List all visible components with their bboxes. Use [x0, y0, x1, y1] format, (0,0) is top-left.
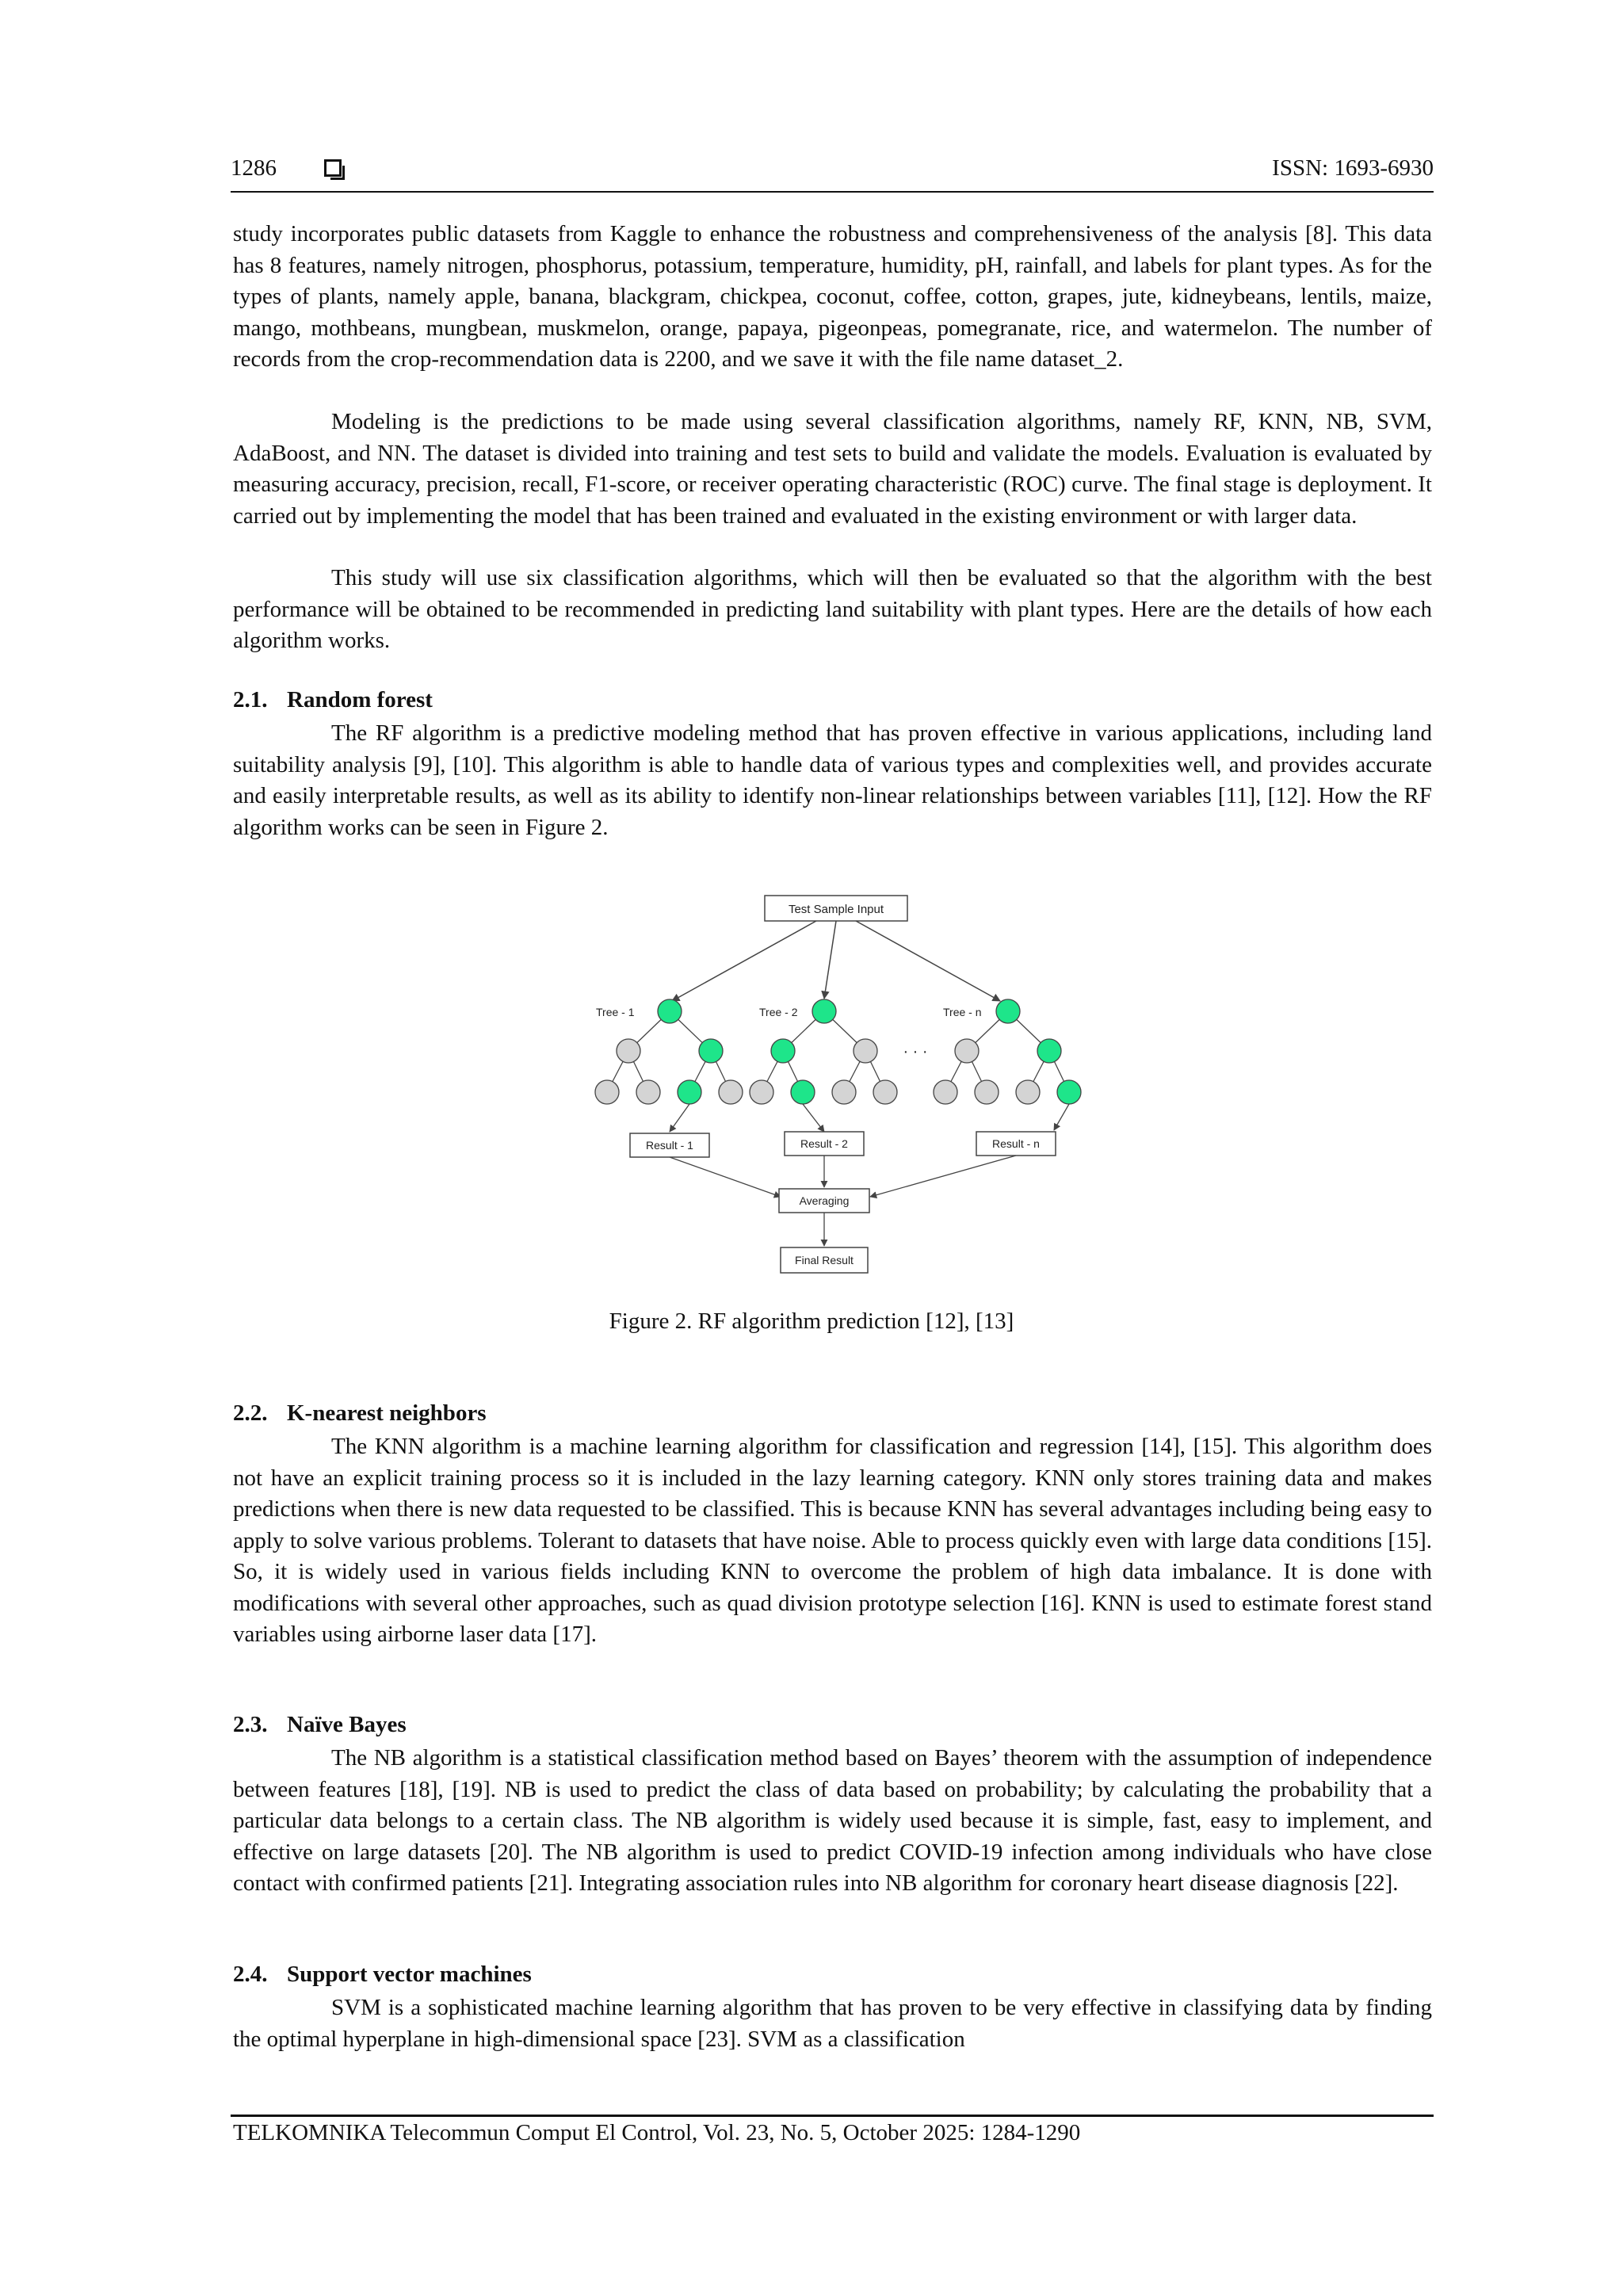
- paragraph-naive-bayes: The NB algorithm is a statistical classification method based on Bayes’ theorem with the assumption of independence between features [18], [19]. NB is used to predict the class of data based on probability; by calculating the probability that a particular data belongs to a certain class. The NB algorithm is widely used because it is simple, fast, easy to implement, and effective on large datasets [20]. The NB algorithm is used to predict COVID-19 infection among individuals who have close contact with confirmed patients [21]. Integrating association rules into NB algorithm for coronary heart disease diagnosis [22].: [233, 1745, 1432, 1896]
- paragraph-dataset: study incorporates public datasets from Kaggle to enhance the robustness and comprehensiveness of the analysis [8]. This data has 8 features, namely nitrogen, phosphorus, potassium, temperature, humidity, pH, rainfall, and labels for plant types. As for the types of plants, namely apple, banana, blackgram, chickpea, coconut, coffee, cotton, grapes, jute, kidneybeans, lentils, maize, mango, mothbeans, mungbean, muskmelon, orange, papaya, pigeonpeas, pomegranate, rice, and watermelon. The number of records from the crop-recommendation data is 2200, and we save it with the file name dataset_2.: [233, 221, 1432, 372]
- result-label-n: Result - n: [992, 1137, 1040, 1150]
- tree-label-2: Tree - 2: [759, 1006, 798, 1018]
- tree1-active-leaf: [678, 1080, 701, 1104]
- checkbox-square-icon: [324, 159, 342, 177]
- section-number: 2.1.: [233, 687, 268, 712]
- tree2-leaf: [873, 1080, 897, 1104]
- arrow-result1-avg: [670, 1157, 781, 1197]
- footer-rule: [231, 2115, 1434, 2117]
- issn: ISSN: 1693-6930: [1272, 155, 1434, 181]
- tree1-leaf: [719, 1080, 743, 1104]
- arrow-leaf-resultn: [1054, 1104, 1069, 1130]
- arrow-leaf-result2: [803, 1104, 824, 1132]
- section-title: Random forest: [287, 687, 433, 712]
- tree2-leaf: [750, 1080, 773, 1104]
- tree1-root-node: [658, 999, 682, 1023]
- section-title: Naïve Bayes: [287, 1712, 407, 1737]
- paragraph-knn: The KNN algorithm is a machine learning algorithm for classification and regression [14], [15]. This algorithm does not have an explicit training process so it is included in the lazy learning category. KNN only stores training data and makes predictions when there is new data requested to be classified. This is because KNN has several advantages including being easy to apply to solve various problems. Tolerant to datasets that have noise. Able to process quickly even with large data conditions [15]. So, it is widely used in various fields including KNN to overcome the problem of high data imbalance. It is done with modifications with several other approaches, such as quad division prototype selection [16]. KNN is used to estimate forest stand variables using airborne laser data [17].: [233, 1434, 1432, 1647]
- paragraph-svm: SVM is a sophisticated machine learning algorithm that has proven to be very effective in classifying data by finding the optimal hyperplane in high-dimensional space [23]. SVM as a classification: [233, 1995, 1432, 2052]
- section-heading-knn: [233, 1400, 487, 1427]
- treen-root-node: [996, 999, 1020, 1023]
- treen-leaf: [1016, 1080, 1040, 1104]
- tree2-active-leaf: [791, 1080, 815, 1104]
- section-number: 2.4.: [233, 1962, 268, 1987]
- section-number: 2.2.: [233, 1400, 268, 1426]
- paragraph-random-forest: The RF algorithm is a predictive modeling method that has proven effective in various applications, including land suitability analysis [9], [10]. This algorithm is able to handle data of various types and complexities well, and provides accurate and easily interpretable results, as well as its ability to identify non-linear relationships between variables [11], [12]. How the RF algorithm works can be seen in Figure 2.: [233, 720, 1432, 840]
- tree1-leaf: [636, 1080, 660, 1104]
- page-header: [231, 155, 1434, 195]
- averaging-label: Averaging: [799, 1194, 850, 1207]
- page-number: 1286: [231, 155, 277, 181]
- treen-leaf: [934, 1080, 957, 1104]
- arrow-resultn-avg: [870, 1156, 1016, 1197]
- tree1-node: [617, 1039, 640, 1063]
- arrow-input-tree1: [672, 921, 816, 1001]
- section-number: 2.3.: [233, 1712, 268, 1737]
- paragraph-modeling: Modeling is the predictions to be made using several classification algorithms, namely RF, KNN, NB, SVM, AdaBoost, and NN. The dataset is divided into training and test sets to build and validate the models. Evaluation is evaluated by measuring accuracy, precision, recall, F1-score, or receiver operating characteristic (ROC) curve. The final stage is deployment. It carried out by implementing the model that has been trained and evaluated in the existing environment or with larger data.: [233, 409, 1432, 529]
- tree-label-n: Tree - n: [943, 1006, 982, 1018]
- result-label-2: Result - 2: [800, 1137, 848, 1150]
- final-result-label: Final Result: [795, 1254, 854, 1266]
- tree1-active-node: [699, 1039, 723, 1063]
- section-heading-random-forest: [233, 687, 433, 713]
- input-label: Test Sample Input: [788, 903, 884, 916]
- tree2-active-node: [771, 1039, 795, 1063]
- tree2-root-node: [812, 999, 836, 1023]
- arrow-input-tree2: [824, 921, 836, 999]
- page-footer: TELKOMNIKA Telecommun Comput El Control, Vol. 23, No. 5, October 2025: 1284-1290: [233, 2120, 1081, 2145]
- arrow-leaf-result1: [670, 1104, 689, 1132]
- section-heading-naive-bayes: [233, 1712, 407, 1738]
- arrow-input-treen: [856, 921, 1000, 1001]
- tree-ellipsis: · · ·: [903, 1043, 928, 1060]
- tree1-leaf: [595, 1080, 619, 1104]
- figure-caption: Figure 2. RF algorithm prediction [12], [13]: [609, 1308, 1014, 1334]
- header-rule: [231, 191, 1434, 193]
- treen-active-leaf: [1057, 1080, 1081, 1104]
- tree2-leaf: [832, 1080, 856, 1104]
- rf-diagram: [586, 894, 1102, 1290]
- section-title: K-nearest neighbors: [287, 1400, 487, 1426]
- treen-active-node: [1037, 1039, 1061, 1063]
- paragraph-algorithms-intro: This study will use six classification algorithms, which will then be evaluated so that the algorithm with the best performance will be obtained to be recommended in predicting land suitability with plant types. Here are the details of how each algorithm works.: [233, 565, 1432, 653]
- treen-node: [955, 1039, 979, 1063]
- treen-leaf: [975, 1080, 999, 1104]
- section-title: Support vector machines: [287, 1962, 532, 1987]
- section-heading-svm: [233, 1962, 532, 1988]
- result-label-1: Result - 1: [646, 1139, 693, 1152]
- tree2-node: [854, 1039, 877, 1063]
- tree-label-1: Tree - 1: [596, 1006, 635, 1018]
